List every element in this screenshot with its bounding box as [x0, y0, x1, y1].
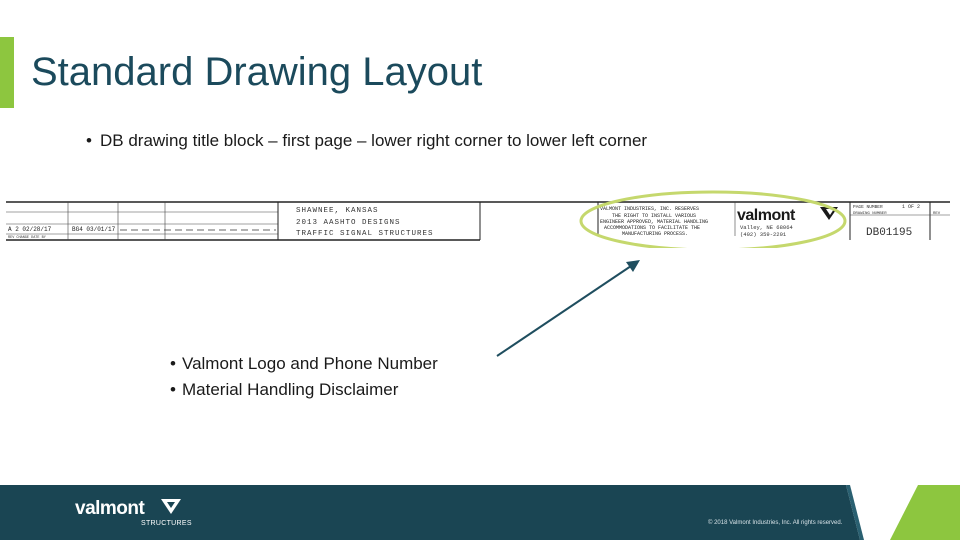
drawing-number-label: DRAWING NUMBER	[853, 212, 887, 216]
disclaimer-line-3: ENGINEER APPROVED, MATERIAL HANDLING	[600, 219, 709, 225]
drawing-title-block	[0, 188, 960, 248]
drawing-address-2: (402) 359-2201	[740, 231, 787, 238]
sub-bullet-text: Material Handling Disclaimer	[182, 380, 399, 399]
bullet-dot: •	[86, 131, 92, 150]
main-bullet	[86, 131, 647, 151]
page-number-label: PAGE NUMBER	[853, 205, 883, 210]
sub-bullet-logo-phone	[170, 354, 438, 374]
main-bullet-text: DB drawing title block – first page – lower right corner to lower left corner	[100, 131, 648, 150]
customer-line-1: SHAWNEE, KANSAS	[296, 207, 379, 215]
disclaimer-line-2: THE RIGHT TO INSTALL VARIOUS	[612, 213, 697, 219]
drawing-number: DB01195	[866, 227, 913, 239]
sub-bullet-text: Valmont Logo and Phone Number	[182, 354, 438, 373]
slide-title: Standard Drawing Layout	[31, 50, 483, 94]
rev-label: REV	[933, 212, 941, 216]
sub-bullet-disclaimer	[170, 380, 398, 400]
bullet-dot: •	[170, 354, 176, 373]
footer-valmont-logo-icon	[160, 498, 182, 516]
customer-line-3: TRAFFIC SIGNAL STRUCTURES	[296, 230, 434, 238]
footer-division: STRUCTURES	[141, 520, 192, 527]
rev-row-2-text: REV CHANGE DATE BY	[8, 236, 46, 240]
disclaimer-line-5: MANUFACTURING PROCESS.	[622, 231, 689, 237]
drawing-address-1: Valley, NE 68064	[740, 224, 793, 231]
bullet-dot: •	[170, 380, 176, 399]
pointer-arrow	[480, 250, 650, 365]
drawing-valmont-logo: valmont	[737, 207, 795, 224]
page-number-value: 1 OF 2	[902, 204, 921, 210]
footer-valmont-logo: valmont	[75, 498, 145, 519]
disclaimer-line-1: VALMONT INDUSTRIES, INC. RESERVES	[600, 206, 700, 212]
rev-row-1b-text: BG4 03/01/17	[72, 226, 116, 233]
rev-row-1-text: A 2 02/28/17	[8, 226, 52, 233]
disclaimer-line-4: ACCOMMODATIONS TO FACILITATE THE	[604, 225, 701, 231]
customer-line-2: 2013 AASHTO DESIGNS	[296, 219, 401, 227]
title-accent-bar	[0, 37, 14, 108]
footer-copyright: © 2018 Valmont Industries, Inc. All rights reserved.	[708, 520, 843, 526]
